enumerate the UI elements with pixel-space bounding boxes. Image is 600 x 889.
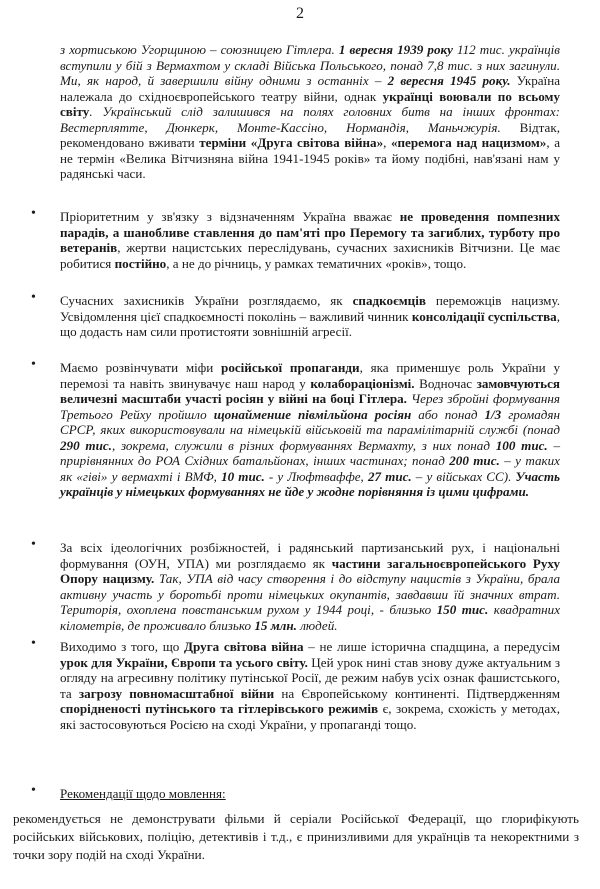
bullet-icon: • [31, 290, 36, 305]
paragraph-priority: Пріоритетним у зв'язку з відзначенням Україна вважає не проведення помпезних парадів, а шанобливе ставлення до пам'яті про Перемогу та загиблих, турботу про ветеранів, жертви нацистських переслідувань, сучасних захисників Вітчизни. Це має робитися постійно, а не до річниць, у рамках тематичних «років», тощо. [60, 209, 561, 271]
paragraph-propaganda: Маємо розвінчувати міфи російської пропаганди, яка применшує роль України у перемозі та навіть звинувачує наш народ у колабораціонізмі. Водночас замовчуються величезні масштаби участі росіян у війні на боці Гітлера. Через збройні формування Третього Рейху пройшло щонайменше півмільйона росіян або понад 1/3 громадян СРСР, яких використовували на німецькій військовій та парамілітарній службі (понад 290 тис., зокрема, служили в різних формуваннях Вермахту, з них понад 100 тис. – прирівнянних до РОА Східних батальйонах, інших частинах; понад 200 тис. – у таких як «гіві» у вермахті і ВМФ, 10 тис. - у Люфтваффе, 27 тис. – у військах СС). Участь українців у німецьких формуваннях не йде у жодне порівняння із цими цифрами. [60, 360, 561, 499]
bullet-icon: • [31, 636, 36, 651]
bullet-icon: • [31, 537, 36, 552]
bullet-icon: • [31, 783, 36, 798]
intro-paragraph: з хортиською Угорщиною – союзницею Гітлера. 1 вересня 1939 року 112 тис. українців вступили у бій з Вермахтом у складі Війська Польського, понад 7,8 тис. з них загинули. Ми, як народ, й завершили війну одними з останніх – 2 вересня 1945 року. Україна належала до східноєвропейського театру війни, однак українці воювали по всьому світу. Український слід залишився на полях головних битв на інших фронтах: Вестерплятте, Дюнкерк, Монте-Кассіно, Нормандія, Маньчжурія. Відтак, рекомендовано вживати терміни «Друга світова війна», «перемога над нацизмом», а не термін «Велика Вітчизняна війна 1941-1945 років» та йому подібні, нав'язані нам у радянські часи. [60, 42, 561, 181]
page-number: 2 [296, 5, 304, 22]
paragraph-resistance: За всіх ідеологічних розбіжностей, і радянський партизанський рух, і національні формування (ОУН, УПА) ми розглядаємо як частини загальноєвропейського Руху Опору нацизму. Так, УПА від часу створення і до відступу нацистів з України, брала активну участь у боротьбі проти німецьких окупантів, завдавши їй значних втрат. Територія, охоплена повстанським рухом у 1944 році, - близько 150 тис. квадратних кілометрів, де проживало близько 15 млн. людей. [60, 540, 561, 633]
recommendations-text: рекомендується не демонструвати фільми й серіали Російської Федерації, що глорифікують російських військових, поліцію, детективів і т.д., є принизливими для українців та некоректними з точки зору подій на сході України. [13, 811, 579, 862]
recommendations-heading: Рекомендації щодо мовлення: [60, 786, 226, 801]
bullet-icon: • [31, 357, 36, 372]
paragraph-defenders: Сучасних захисників України розглядаємо, як спадкоємців переможців нацизму. Усвідомлення цієї спадкоємності поколінь – важливий чинник консолідації суспільства, що додасть нам сили протистояти зовнішній агресії. [60, 293, 561, 339]
bullet-icon: • [31, 206, 36, 221]
paragraph-lesson: Виходимо з того, що Друга світова війна – не лише історична спадщина, а передусім урок для України, Європи та усього світу. Цей урок нині став знову дуже актуальним з огляду на агресивну політику путінської Росії, де режим набув усіх ознак фашистського, та загрозу повномасштабної війни на Європейському континенті. Підтвердженням спорідненості путінського та гітлерівського режимів є, зокрема, схожість у методах, які застосовуються Росією на сході України, у пропаганді тощо. [60, 639, 561, 732]
